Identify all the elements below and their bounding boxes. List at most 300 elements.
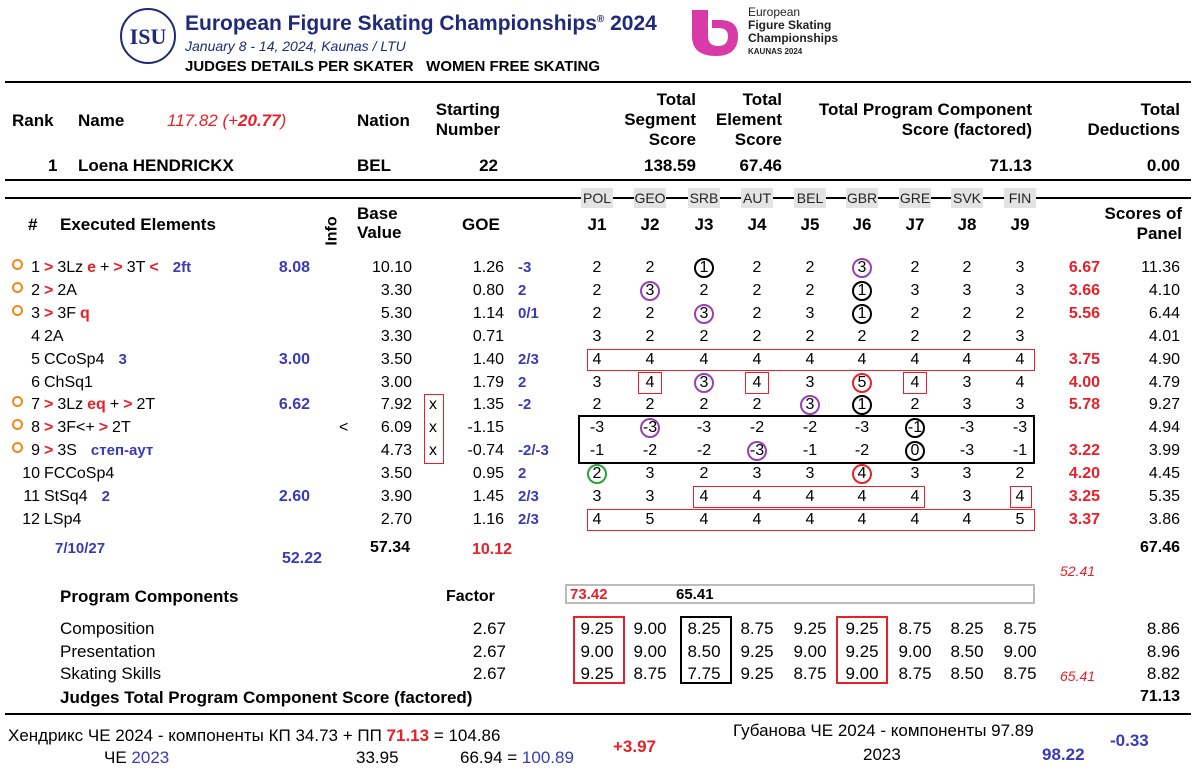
judge-score: 4 — [699, 350, 709, 368]
element-code — [44, 511, 85, 529]
judge-score: 2 — [699, 327, 709, 345]
judge-score: -3 — [749, 442, 765, 460]
component-factor: 2.67 — [472, 619, 506, 638]
element-code — [44, 396, 159, 414]
component-summary-box — [565, 584, 1035, 604]
skater-name: Loena HENDRICKX — [78, 156, 234, 175]
component-black-total: 65.41 — [676, 586, 714, 603]
element-code — [44, 465, 118, 483]
score-circle — [694, 304, 714, 324]
element-deviation: 3.66 — [1068, 281, 1100, 299]
logo-line-4: KAUNAS 2024 — [748, 47, 803, 56]
judge-score: 5 — [1015, 510, 1025, 528]
element-panel-score: 9.27 — [1148, 396, 1180, 414]
ded-label-2: Deductions — [1087, 120, 1180, 139]
judge-label-6: J6 — [852, 215, 872, 234]
element-deviation: 5.78 — [1068, 396, 1100, 414]
judge-score: 3 — [910, 465, 920, 483]
component-judge-score: 8.25 — [687, 619, 721, 638]
element-goe: 1.45 — [472, 488, 504, 505]
element-mark: eq — [87, 396, 106, 414]
judge-score: -3 — [642, 419, 658, 437]
orange-ring-marker — [12, 305, 23, 316]
rank-label: Rank — [12, 111, 54, 130]
element-base-value: 5.30 — [380, 304, 412, 322]
component-judge-score: 8.75 — [1003, 664, 1037, 683]
judge-score: 3 — [592, 373, 602, 391]
orange-ring-marker — [12, 282, 23, 293]
element-number: 6 — [31, 373, 40, 391]
element-note: 2ft — [172, 259, 192, 276]
element-number: 12 — [22, 510, 40, 528]
element-deviation: 6.67 — [1068, 259, 1100, 276]
negative-goe-box — [578, 415, 1035, 464]
judge-score: 4 — [857, 488, 867, 505]
element-number: 11 — [23, 488, 40, 505]
scores-header-1: Scores of — [1104, 204, 1182, 223]
score-note-diff: 20.77 — [238, 111, 281, 130]
element-goe-note: 2 — [518, 465, 527, 483]
judge-score: 2 — [645, 259, 655, 276]
element-x-mark: x — [429, 419, 437, 437]
element-code-2: 2T — [136, 396, 156, 414]
element-code-text: CCoSp4 — [44, 350, 105, 368]
judge-score: -2 — [854, 442, 870, 460]
scores-of-panel-header — [1060, 204, 1182, 244]
orange-ring-marker — [12, 259, 23, 270]
element-pre-mark: > — [44, 442, 54, 460]
element-code — [44, 328, 68, 346]
element-deviation: 4.20 — [1068, 465, 1100, 483]
element-panel-score: 3.86 — [1148, 510, 1180, 528]
footer-line2-short: 33.95 — [356, 748, 399, 767]
element-pre-mark: > — [44, 396, 54, 414]
scores-header-2: Panel — [1136, 224, 1182, 243]
component-panel-score: 8.96 — [1146, 641, 1180, 661]
element-deviation: 3.75 — [1068, 350, 1100, 368]
footer-line1-sum: = 104.86 — [429, 726, 501, 745]
element-number: 2 — [31, 281, 40, 299]
tes-label — [690, 90, 782, 150]
component-judge-score: 8.75 — [740, 619, 774, 638]
judge-score: 2 — [857, 327, 867, 345]
judge-nation-3: SRB — [689, 190, 719, 206]
component-judge-score: 9.00 — [793, 641, 827, 661]
row-highlight-box — [587, 349, 1035, 371]
isu-logo — [120, 8, 176, 64]
judge-score: 4 — [962, 350, 972, 368]
element-code — [44, 419, 135, 437]
judge-score: -3 — [696, 419, 712, 437]
footer-right-1: Губанова ЧЕ 2024 - компоненты 97.89 — [733, 721, 1034, 740]
component-judge-score: 8.75 — [1003, 619, 1037, 638]
tss-label-3: Score — [648, 130, 696, 149]
element-number: 9 — [31, 442, 40, 460]
judge-score: 4 — [645, 373, 655, 391]
footer-right-2-value: 98.22 — [1042, 745, 1085, 764]
judge-score: 2 — [752, 281, 762, 299]
tes-label-1: Total — [742, 90, 782, 109]
tes-label-2: Element — [715, 110, 782, 129]
event-year: 2024 — [610, 12, 657, 35]
element-number: 1 — [31, 259, 40, 276]
element-panel-score: 4.90 — [1148, 350, 1180, 368]
component-red-total: 73.42 — [570, 586, 608, 603]
judge-score: 4 — [910, 350, 920, 368]
factor-header: Factor — [446, 588, 495, 605]
element-row — [0, 374, 1200, 394]
element-deviation: 3.37 — [1068, 510, 1100, 528]
element-code-2: 3T — [126, 259, 146, 276]
element-goe: 0.71 — [472, 327, 504, 345]
component-name: Composition — [60, 619, 155, 638]
judge-score: 3 — [592, 327, 602, 345]
element-number: 5 — [31, 350, 40, 368]
judge-score: 2 — [910, 259, 920, 276]
component-judge-score: 8.75 — [633, 664, 667, 683]
element-row — [0, 305, 1200, 325]
judge-nation-9: FIN — [1004, 188, 1036, 208]
element-goe-note: -2 — [518, 396, 532, 414]
judge-score: 4 — [857, 350, 867, 368]
component-judge-score: 9.25 — [845, 641, 879, 661]
element-extra-value: 8.08 — [278, 259, 310, 276]
judge-score: 3 — [645, 281, 655, 299]
judge-label-4: J4 — [747, 215, 767, 234]
starting-label-2: Number — [435, 120, 500, 139]
judge-score: 2 — [699, 465, 709, 483]
judge-score: 2 — [592, 465, 602, 483]
judges-total-value: 71.13 — [1139, 688, 1180, 705]
judge-score: 3 — [805, 304, 815, 322]
element-code — [44, 374, 97, 392]
footer-line2-free — [460, 748, 574, 768]
pcs-label — [780, 100, 1032, 140]
judge-nation-5: BEL — [794, 188, 826, 208]
score-note-base: 117.82 (+ — [167, 111, 239, 130]
judge-label-7: J7 — [905, 215, 925, 234]
judge-label-8: J8 — [957, 215, 977, 234]
element-row — [0, 259, 1200, 279]
base-header-2: Value — [357, 223, 402, 242]
element-code-text: 2A — [57, 281, 77, 299]
judge-score: 5 — [645, 510, 655, 528]
score-circle — [587, 464, 607, 484]
judge-score: 4 — [592, 510, 602, 528]
element-pre-mark: > — [44, 419, 54, 437]
judge-score: -1 — [1012, 442, 1028, 460]
element-row — [0, 396, 1200, 416]
judge-nation-7: GRE — [899, 190, 931, 206]
component-judge-score: 9.00 — [580, 641, 614, 661]
component-judge-score: 8.50 — [950, 641, 984, 661]
score-box — [745, 372, 769, 394]
judge-score: 2 — [962, 327, 972, 345]
element-deviation: 5.56 — [1068, 304, 1100, 322]
judge-score: 4 — [752, 373, 762, 391]
judge-score: 4 — [645, 350, 655, 368]
num-header: # — [28, 215, 38, 234]
score-circle — [694, 258, 714, 278]
element-goe: -1.15 — [467, 419, 504, 437]
tes-label-3: Score — [734, 130, 782, 149]
components-title: Program Components — [60, 587, 239, 606]
element-goe: 1.40 — [472, 350, 504, 368]
element-code — [44, 351, 127, 369]
component-judge-score: 9.00 — [633, 641, 667, 661]
component-judge-score: 8.50 — [950, 664, 984, 683]
element-goe-note: 2/3 — [518, 488, 539, 505]
judges-total-label: Judges Total Program Component Score (factored) — [60, 688, 473, 707]
component-name: Presentation — [60, 641, 156, 661]
judge-score: 4 — [805, 350, 815, 368]
starting-number-value: 22 — [479, 156, 498, 175]
executed-header: Executed Elements — [60, 215, 216, 234]
element-pre-mark-2: > — [98, 419, 109, 437]
judge-score: 2 — [645, 396, 655, 414]
footer-right-2: 2023 — [863, 745, 901, 764]
judge-nation-8: SVK — [952, 190, 981, 206]
element-code — [44, 282, 81, 300]
isu-logo-text: ISU — [129, 24, 167, 49]
element-combo-plus: + — [100, 259, 110, 276]
component-name: Skating Skills — [60, 664, 162, 683]
element-code-text: 2A — [44, 327, 64, 345]
component-judge-score: 9.25 — [580, 619, 614, 638]
judge-score: 3 — [645, 488, 655, 505]
judge-nation-4: AUT — [743, 190, 771, 206]
component-judge-score: 8.75 — [793, 664, 827, 683]
judge-nation-2: GEO — [634, 190, 666, 206]
component-judge-score: 9.00 — [898, 641, 932, 661]
element-pre-mark: > — [44, 259, 54, 276]
judge-score: -3 — [959, 442, 975, 460]
element-number: 8 — [31, 419, 40, 437]
element-goe-note: 2/3 — [518, 350, 539, 368]
segment-name: WOMEN FREE SKATING — [426, 58, 601, 75]
footer-line2-year: 2023 — [131, 748, 170, 767]
judge-score: 3 — [1015, 396, 1025, 414]
base-header-1: Base — [357, 204, 398, 223]
element-goe-note: 2 — [518, 373, 527, 391]
judge-score: 3 — [592, 488, 602, 505]
pcs-label-2: Score (factored) — [901, 120, 1032, 139]
judge-score: -2 — [642, 442, 658, 460]
component-factor: 2.67 — [472, 664, 506, 683]
judge-label-9: J9 — [1010, 215, 1030, 234]
row-highlight-box — [693, 486, 925, 508]
element-mark: q — [80, 304, 90, 322]
component-judge-score: 9.00 — [633, 619, 667, 638]
score-circle — [852, 304, 872, 324]
goe-header: GOE — [462, 215, 500, 234]
championship-logo-text — [748, 6, 838, 58]
element-goe-note: 0/1 — [518, 304, 539, 322]
judge-score: -1 — [907, 419, 923, 437]
judge-score: 2 — [592, 396, 602, 414]
element-code-2: 2T — [112, 419, 131, 437]
component-panel-score: 8.86 — [1146, 619, 1180, 638]
judge-nation-6: GBR — [846, 190, 878, 206]
element-code-text: FCCoSp4 — [44, 465, 115, 483]
judge-score: 2 — [1015, 304, 1025, 322]
ded-label-1: Total — [1140, 100, 1180, 119]
judge-score: 3 — [805, 373, 815, 391]
judge-score: 1 — [857, 304, 867, 322]
judge-score: 2 — [592, 304, 602, 322]
score-circle — [694, 373, 714, 393]
judge-score: 2 — [962, 304, 972, 322]
judge-label-5: J5 — [800, 215, 820, 234]
component-judge-score: 9.25 — [740, 664, 774, 683]
element-base-value: 4.73 — [380, 442, 412, 460]
pcs-label-1: Total Program Component — [818, 100, 1032, 119]
element-pre-mark-2: > — [123, 396, 133, 414]
judge-score: 5 — [857, 373, 867, 391]
logo-line-2: Figure Skating — [748, 18, 832, 32]
element-number: 3 — [31, 304, 40, 322]
judge-score: 3 — [1015, 281, 1025, 299]
judge-score: 4 — [805, 510, 815, 528]
judge-score: -2 — [749, 419, 765, 437]
element-x-mark: x — [429, 396, 437, 414]
element-goe-note: 2 — [518, 281, 527, 299]
judge-score: 4 — [752, 488, 762, 505]
judge-score: -2 — [696, 442, 712, 460]
footer-diff-2: -0.33 — [1110, 731, 1149, 750]
element-code-text: 3Lz — [57, 396, 84, 414]
footer-diff-1: +3.97 — [613, 737, 657, 756]
component-judge-score: 8.25 — [950, 619, 984, 638]
goe-total: 10.12 — [471, 541, 512, 558]
element-mark-2: < — [149, 259, 159, 276]
element-number: 10 — [22, 465, 40, 483]
judge-score: 3 — [752, 465, 762, 483]
element-pre-mark-2: > — [113, 259, 123, 276]
element-goe: 0.95 — [472, 465, 504, 483]
judge-score: 4 — [699, 488, 709, 505]
judge-score: 1 — [857, 281, 867, 299]
element-deviation: 4.00 — [1068, 373, 1100, 391]
footer-line2-label — [104, 748, 169, 768]
element-goe: 1.35 — [472, 396, 504, 414]
judge-score: 3 — [910, 281, 920, 299]
footer-line2-free-total: 100.89 — [521, 748, 574, 767]
element-goe: 1.79 — [472, 373, 504, 391]
judge-score: 4 — [962, 510, 972, 528]
deductions-label — [1060, 100, 1180, 140]
judge-label-2: J2 — [640, 215, 660, 234]
judge-score: 4 — [857, 465, 867, 483]
element-base-value: 2.70 — [380, 510, 412, 528]
judge-score: -1 — [802, 442, 818, 460]
logo-line-3: Championships — [748, 31, 839, 45]
component-judge-score: 9.00 — [1003, 641, 1037, 661]
footer-line2-ce: ЧЕ — [104, 748, 132, 767]
component-judge-score: 9.25 — [793, 619, 827, 638]
judge-score: 4 — [910, 510, 920, 528]
championship-logo — [686, 6, 742, 58]
score-circle — [852, 373, 872, 393]
element-panel-score: 6.44 — [1148, 304, 1180, 322]
components-side-note: 65.41 — [1060, 668, 1096, 684]
judge-score: 4 — [910, 373, 920, 391]
component-judge-score: 9.00 — [845, 664, 879, 683]
element-panel-score: 11.36 — [1141, 259, 1180, 276]
extra-total: 52.22 — [281, 550, 322, 567]
judge-score: 4 — [699, 510, 709, 528]
judge-score: 2 — [910, 327, 920, 345]
judge-label-1: J1 — [587, 215, 607, 234]
element-base-value: 10.10 — [371, 259, 412, 276]
element-counts: 7/10/27 — [55, 540, 106, 557]
element-base-value: 6.09 — [380, 419, 412, 437]
judge-score: 2 — [805, 327, 815, 345]
element-code — [44, 488, 110, 506]
tss-label-1: Total — [656, 90, 696, 109]
deductions-value: 0.00 — [1146, 156, 1180, 175]
info-header: Info — [323, 216, 341, 246]
judge-score: 2 — [752, 327, 762, 345]
score-circle — [852, 281, 872, 301]
element-code-text: 3S — [57, 442, 77, 460]
element-panel-score: 3.99 — [1148, 442, 1180, 460]
score-note — [167, 111, 286, 131]
judge-score: 4 — [910, 488, 920, 505]
element-deviation: 3.25 — [1068, 488, 1100, 505]
judge-score: 3 — [962, 465, 972, 483]
element-note: 2 — [101, 488, 110, 505]
element-panel-score: 4.10 — [1148, 281, 1180, 299]
element-goe: 1.26 — [472, 259, 504, 276]
name-label: Name — [78, 111, 125, 130]
tss-value: 138.59 — [644, 156, 696, 175]
judge-score: 2 — [805, 259, 815, 276]
judge-score: 3 — [962, 373, 972, 391]
judge-score: 3 — [805, 465, 815, 483]
judge-score: 3 — [699, 373, 709, 391]
judge-score: -3 — [1012, 419, 1028, 437]
x-mark-box — [424, 394, 444, 464]
component-judge-score: 8.75 — [898, 664, 932, 683]
component-panel-score: 8.82 — [1146, 664, 1180, 683]
score-box — [903, 372, 927, 394]
judge-score: 2 — [805, 281, 815, 299]
element-code-text: ChSq1 — [44, 373, 93, 391]
element-goe-note: -3 — [518, 259, 532, 276]
judge-score: 2 — [592, 259, 602, 276]
element-note: 3 — [118, 350, 127, 368]
judge-score: 2 — [752, 259, 762, 276]
elements-side-note: 52.41 — [1060, 563, 1096, 579]
nation-value: BEL — [357, 156, 391, 175]
element-base-value: 3.50 — [380, 465, 412, 483]
footer-line2-free-text: 66.94 = — [460, 748, 522, 767]
score-circle — [852, 464, 872, 484]
judge-score: 2 — [910, 396, 920, 414]
component-row — [0, 642, 1200, 662]
panel-total: 67.46 — [1139, 539, 1180, 556]
element-note: степ-аут — [90, 442, 154, 460]
judge-score: 2 — [592, 281, 602, 299]
judge-score: 3 — [1015, 259, 1025, 276]
component-judge-score: 9.25 — [580, 664, 614, 683]
rank-value: 1 — [48, 156, 58, 175]
event-title-text: European Figure Skating Championships — [185, 12, 597, 35]
element-combo-plus: + — [109, 396, 120, 414]
element-goe: 1.14 — [472, 304, 504, 322]
element-panel-score: 4.94 — [1148, 419, 1180, 437]
